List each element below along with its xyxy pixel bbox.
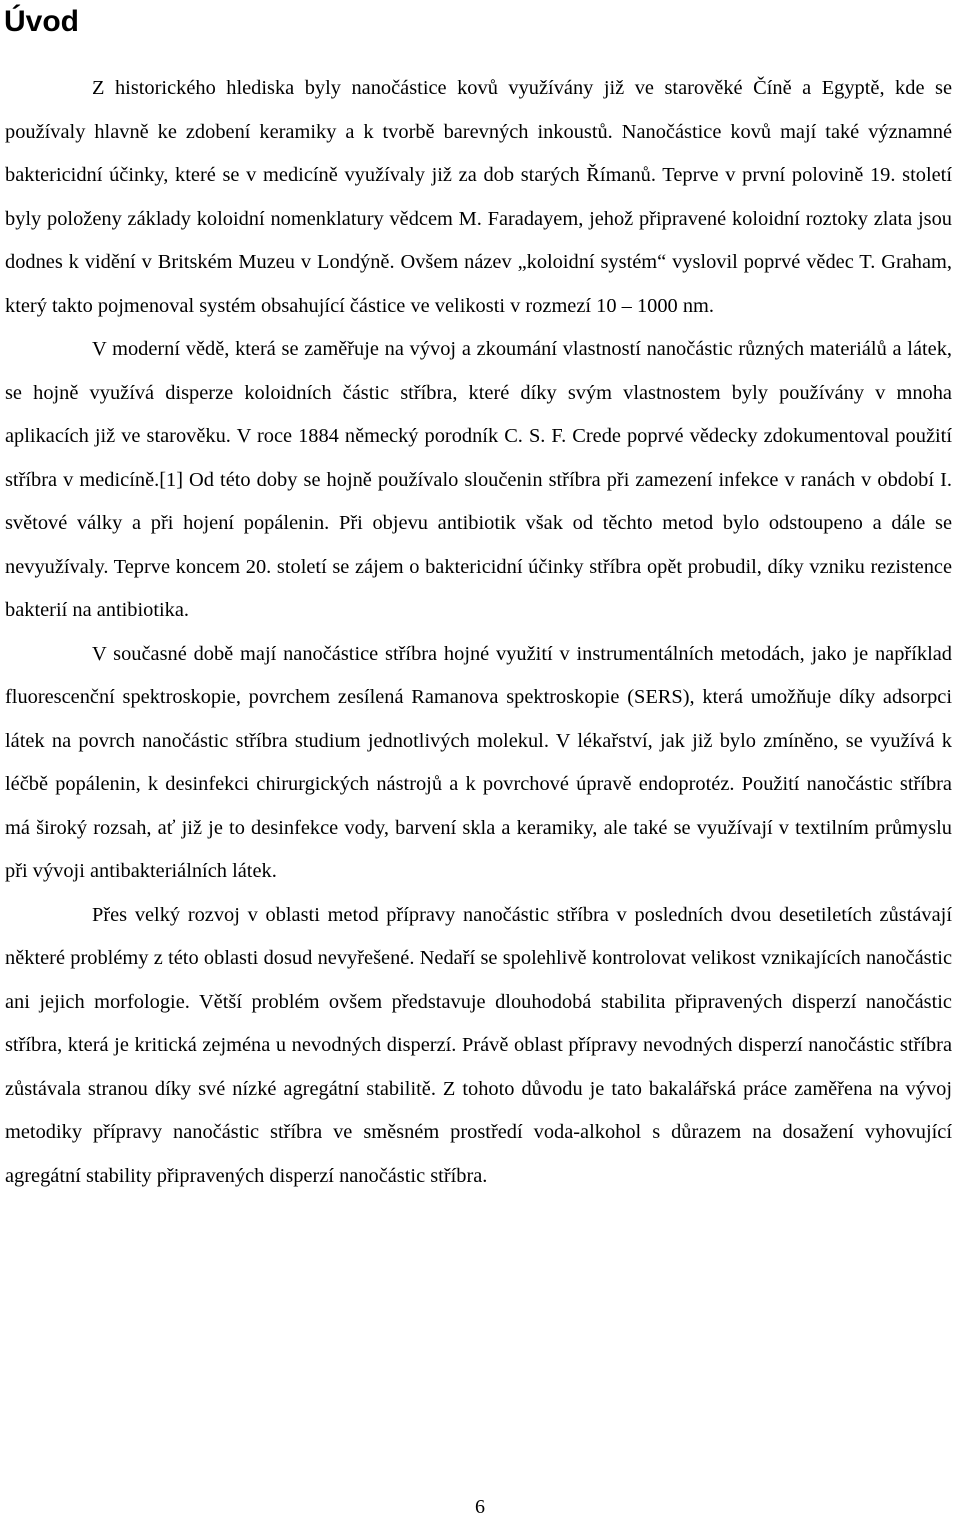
paragraph-history: Z historického hlediska byly nanočástice kovů využívány již ve starověké Číně a Egyptě, kde se používaly hlavně ke zdobení keramiky a k tvorbě barevných inkoustů. Nanočástice kovů mají také významné baktericidní účinky, které se v medicíně využívaly již za dob starých Římanů. Teprve v první polovině 19. století byly položeny základy koloidní nomenklatury vědcem M. Faradayem, jehož připravené koloidní roztoky zlata jsou dodnes k vidění v Britském Muzeu v Londýně. Ovšem název „koloidní systém“ vyslovil poprvé vědec T. Graham, který takto pojmenoval systém obsahující částice ve velikosti v rozmezí 10 – 1000 nm. xyxy=(5,77,952,317)
paragraph-modern-science: V moderní vědě, která se zaměřuje na vývoj a zkoumání vlastností nanočástic různých materiálů a látek, se hojně využívá disperze koloidních částic stříbra, které díky svým vlastnostem byly používány v mnoha aplikacích již ve starověku. V roce 1884 německý porodník C. S. F. Crede poprvé vědecky zdokumentoval použití stříbra v medicíně.[1] Od této doby se hojně používalo sloučenin stříbra při zamezení infekce v ranách v období I. světové války a při hojení popálenin. Při objevu antibiotik však od těchto metod bylo odstoupeno a dále se nevyužívaly. Teprve koncem 20. století se zájem o baktericidní účinky stříbra opět probudil, díky vzniku rezistence bakterií na antibiotika. xyxy=(5,338,952,621)
page-number: 6 xyxy=(475,1496,485,1518)
paragraph-current-use: V současné době mají nanočástice stříbra hojné využití v instrumentálních metodách, jako je například fluorescenční spektroskopie, povrchem zesílená Ramanova spektroskopie (SERS), která umožňuje díky adsorpci látek na povrch nanočástic stříbra studium jednotlivých molekul. V lékařství, jak již bylo zmíněno, se využívá k léčbě popálenin, k desinfekci chirurgických nástrojů a k povrchové úpravě endoprotéz. Použití nanočástic stříbra má široký rozsah, ať již je to desinfekce vody, barvení skla a keramiky, ale také se využívají v textilním průmyslu při vývoji antibakteriálních látek. xyxy=(5,642,952,882)
paragraph-thesis-aim: Přes velký rozvoj v oblasti metod přípravy nanočástic stříbra v posledních dvou desetiletích zůstávají některé problémy z této oblasti dosud nevyřešené. Nedaří se spolehlivě kontrolovat velikost vznikajících nanočástic ani jejich morfologie. Větší problém ovšem představuje dlouhodobá stabilita připravených disperzí nanočástic stříbra, která je kritická zejména u nevodných disperzí. Právě oblast přípravy nevodných disperzí nanočástic stříbra zůstávala stranou díky své nízké agregátní stabilitě. Z tohoto důvodu je tato bakalářská práce zaměřena na vývoj metodiky přípravy nanočástic stříbra ve směsném prostředí voda-alkohol s důrazem na dosažení vyhovující agregátní stability připravených disperzí nanočástic stříbra. xyxy=(5,903,952,1187)
section-heading: Úvod xyxy=(4,5,79,38)
body-text xyxy=(5,67,952,1198)
